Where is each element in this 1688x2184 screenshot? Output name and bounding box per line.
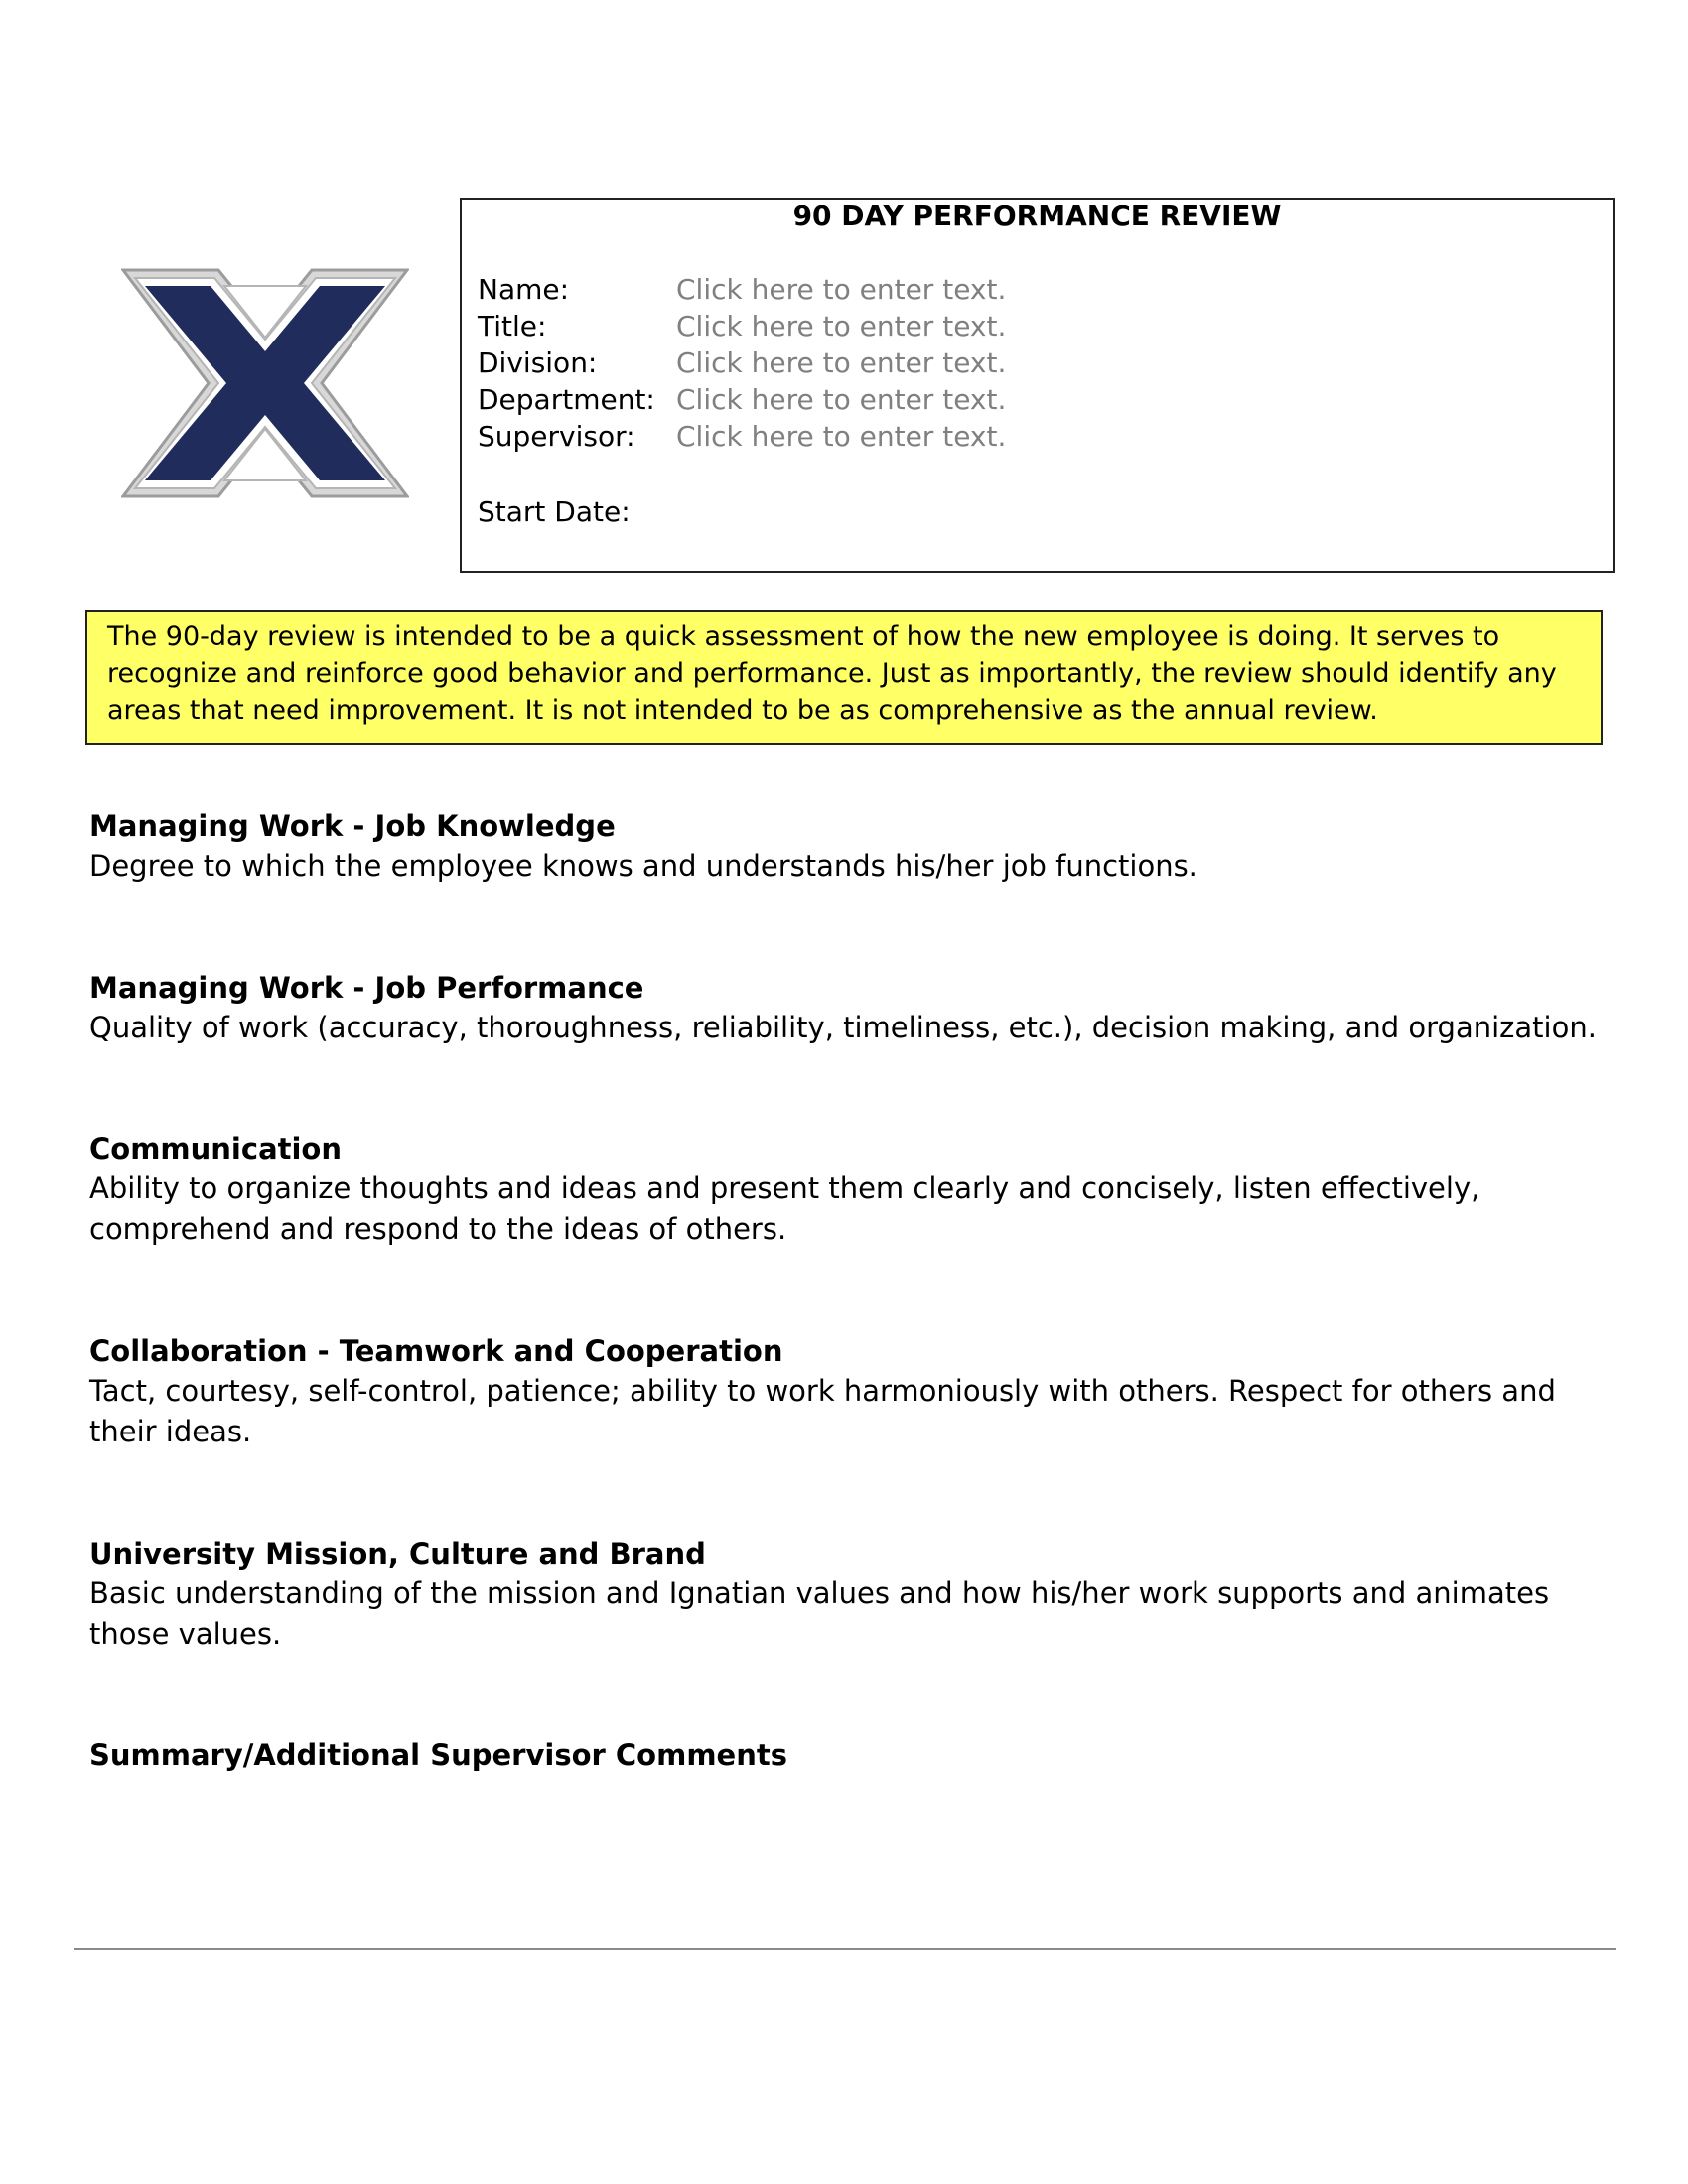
section-communication <box>89 1129 1609 1250</box>
division-input[interactable]: Click here to enter text. <box>676 346 1007 379</box>
section-heading: Managing Work - Job Performance <box>89 971 644 1005</box>
section-description: Tact, courtesy, self-control, patience; ability to work harmoniously with others. Respect for others and their ideas. <box>89 1374 1556 1448</box>
field-label: Name: <box>478 273 570 306</box>
bottom-divider <box>74 1948 1616 1950</box>
section-summary-comments <box>89 1735 1609 1775</box>
review-header-box <box>460 198 1615 573</box>
section-heading: Collaboration - Teamwork and Cooperation <box>89 1334 783 1368</box>
field-division <box>478 344 1006 381</box>
x-letter-logo-icon <box>121 266 409 500</box>
field-name <box>478 271 1006 308</box>
section-heading: Summary/Additional Supervisor Comments <box>89 1738 787 1772</box>
field-start-date <box>478 493 676 530</box>
field-title <box>478 308 1006 344</box>
name-input[interactable]: Click here to enter text. <box>676 273 1007 306</box>
field-label: Title: <box>478 310 547 342</box>
supervisor-input[interactable]: Click here to enter text. <box>676 420 1007 453</box>
review-notice: The 90-day review is intended to be a quick assessment of how the new employee is doing. It serves to recognize and reinforce good behavior and performance. Just as importantly, the review should identify any areas that need improvement. It is not intended to be as comprehensive as the annual review. <box>85 610 1603 745</box>
section-description: Degree to which the employee knows and understands his/her job functions. <box>89 849 1197 883</box>
start-date-label: Start Date: <box>478 495 631 528</box>
section-university-mission <box>89 1534 1609 1655</box>
form-title: 90 DAY PERFORMANCE REVIEW <box>792 200 1282 232</box>
employee-fields <box>478 271 1006 455</box>
department-input[interactable]: Click here to enter text. <box>676 383 1007 416</box>
field-supervisor <box>478 418 1006 455</box>
section-description: Basic understanding of the mission and Ignatian values and how his/her work supports and animates those values. <box>89 1576 1550 1651</box>
field-department <box>478 381 1006 418</box>
section-description: Ability to organize thoughts and ideas and present them clearly and concisely, listen effectively, comprehend and respond to the ideas of others. <box>89 1171 1480 1246</box>
field-label: Department: <box>478 383 655 416</box>
section-collaboration <box>89 1331 1609 1452</box>
section-heading: Managing Work - Job Knowledge <box>89 809 616 843</box>
field-label: Division: <box>478 346 598 379</box>
section-heading: University Mission, Culture and Brand <box>89 1537 706 1570</box>
section-description: Quality of work (accuracy, thoroughness, reliability, timeliness, etc.), decision making, and organization. <box>89 1011 1597 1044</box>
section-job-knowledge <box>89 806 1609 887</box>
section-heading: Communication <box>89 1132 343 1165</box>
section-job-performance <box>89 968 1609 1048</box>
field-label: Supervisor: <box>478 420 635 453</box>
title-input[interactable]: Click here to enter text. <box>676 310 1007 342</box>
